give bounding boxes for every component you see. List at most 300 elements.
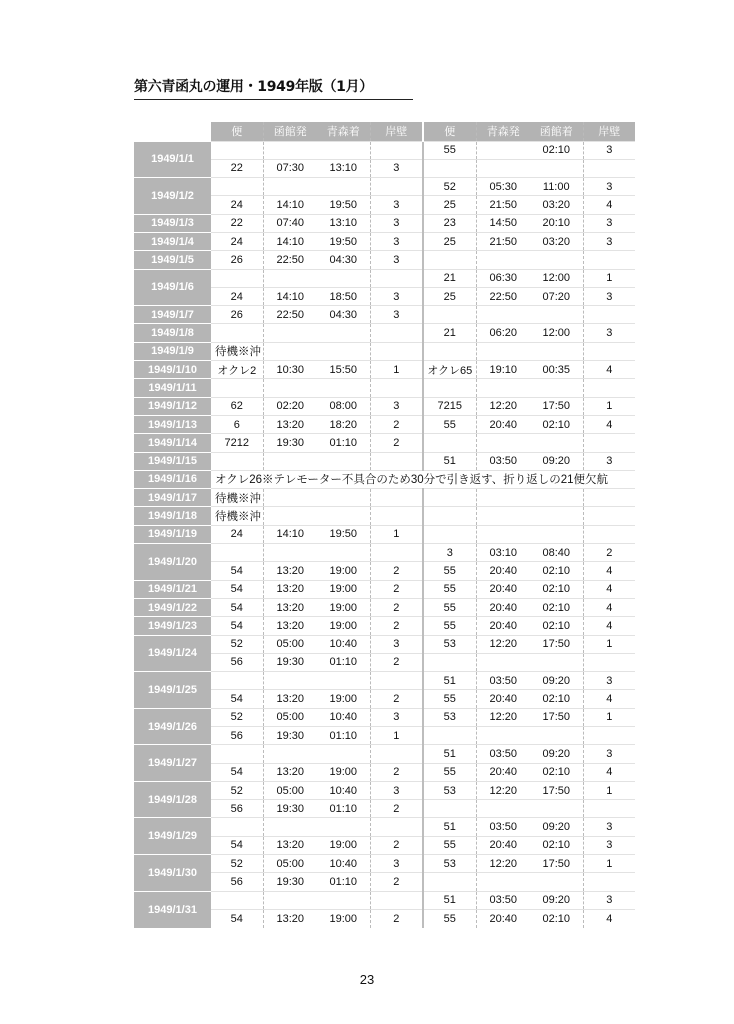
out-flight-cell: 54 (211, 909, 263, 927)
out-hakodate-dep-cell: 19:30 (263, 873, 317, 891)
out-flight-cell: 24 (211, 196, 263, 214)
out-berth-cell: 2 (370, 909, 423, 927)
table-row (134, 434, 635, 452)
in-hakodate-arr-cell (530, 489, 583, 507)
out-hakodate-dep-cell: 19:30 (263, 800, 317, 818)
in-aomori-dep-cell: 12:20 (476, 855, 530, 873)
in-berth-cell (583, 873, 635, 891)
in-aomori-dep-cell (476, 800, 530, 818)
out-berth-cell (370, 745, 423, 763)
out-flight-cell: 56 (211, 653, 263, 671)
in-aomori-dep-cell (476, 525, 530, 543)
out-aomori-arr-cell: 01:10 (317, 653, 370, 671)
out-hakodate-dep-cell: 13:20 (263, 598, 317, 616)
table-row (134, 617, 635, 635)
out-berth-cell: 1 (370, 361, 423, 379)
header-aomori-arr: 青森着 (317, 122, 370, 141)
in-hakodate-arr-cell: 02:10 (530, 415, 583, 433)
in-berth-cell: 4 (583, 909, 635, 927)
in-hakodate-arr-cell: 02:10 (530, 617, 583, 635)
in-hakodate-arr-cell: 12:00 (530, 269, 583, 287)
date-cell: 1949/1/3 (134, 214, 211, 232)
header-berth-in: 岸壁 (583, 122, 635, 141)
date-cell: 1949/1/27 (134, 745, 211, 782)
in-flight-cell (423, 379, 476, 397)
out-aomori-arr-cell (317, 672, 370, 690)
out-berth-cell: 2 (370, 763, 423, 781)
out-aomori-arr-cell: 10:40 (317, 635, 370, 653)
in-flight-cell: 51 (423, 745, 476, 763)
in-hakodate-arr-cell: 12:00 (530, 324, 583, 342)
in-berth-cell: 3 (583, 178, 635, 196)
out-aomori-arr-cell: 10:40 (317, 855, 370, 873)
in-aomori-dep-cell: 14:50 (476, 214, 530, 232)
out-hakodate-dep-cell: 13:20 (263, 562, 317, 580)
header-berth-out: 岸壁 (370, 122, 423, 141)
in-hakodate-arr-cell: 02:10 (530, 598, 583, 616)
in-berth-cell (583, 159, 635, 177)
in-berth-cell: 1 (583, 635, 635, 653)
in-aomori-dep-cell: 21:50 (476, 232, 530, 250)
out-berth-cell (370, 818, 423, 836)
out-hakodate-dep-cell: 10:30 (263, 361, 317, 379)
out-flight-cell: 52 (211, 855, 263, 873)
out-berth-cell: 1 (370, 727, 423, 745)
in-berth-cell: 3 (583, 141, 635, 159)
out-berth-cell: 1 (370, 525, 423, 543)
in-hakodate-arr-cell: 07:20 (530, 287, 583, 305)
out-berth-cell: 3 (370, 287, 423, 305)
in-aomori-dep-cell: 20:40 (476, 690, 530, 708)
out-berth-cell: 2 (370, 690, 423, 708)
date-cell: 1949/1/11 (134, 379, 211, 397)
out-flight-cell: 24 (211, 525, 263, 543)
in-berth-cell: 4 (583, 690, 635, 708)
out-berth-cell: 2 (370, 617, 423, 635)
out-flight-cell: 24 (211, 287, 263, 305)
in-aomori-dep-cell: 05:30 (476, 178, 530, 196)
in-aomori-dep-cell: 22:50 (476, 287, 530, 305)
in-berth-cell: 3 (583, 452, 635, 470)
out-berth-cell: 3 (370, 214, 423, 232)
in-aomori-dep-cell: 12:20 (476, 708, 530, 726)
out-hakodate-dep-cell (263, 544, 317, 562)
out-aomori-arr-cell: 01:10 (317, 434, 370, 452)
table-row (134, 269, 635, 287)
in-hakodate-arr-cell: 09:20 (530, 452, 583, 470)
out-berth-cell (370, 891, 423, 909)
out-hakodate-dep-cell (263, 818, 317, 836)
in-hakodate-arr-cell (530, 525, 583, 543)
in-berth-cell: 4 (583, 361, 635, 379)
out-berth-cell: 3 (370, 855, 423, 873)
out-aomori-arr-cell: 10:40 (317, 781, 370, 799)
out-flight-cell: 22 (211, 159, 263, 177)
in-aomori-dep-cell: 20:40 (476, 909, 530, 927)
in-flight-cell: 23 (423, 214, 476, 232)
out-flight-cell: 54 (211, 562, 263, 580)
in-hakodate-arr-cell: 17:50 (530, 397, 583, 415)
out-flight-cell: 54 (211, 690, 263, 708)
date-cell: 1949/1/23 (134, 617, 211, 635)
date-cell: 1949/1/25 (134, 672, 211, 709)
in-flight-cell (423, 306, 476, 324)
table-row (134, 745, 635, 763)
out-flight-cell: 54 (211, 836, 263, 854)
date-cell: 1949/1/16 (134, 470, 211, 488)
in-flight-cell (423, 251, 476, 269)
in-hakodate-arr-cell: 11:00 (530, 178, 583, 196)
in-aomori-dep-cell (476, 141, 530, 159)
out-flight-cell: 6 (211, 415, 263, 433)
in-berth-cell (583, 507, 635, 525)
out-berth-cell: 3 (370, 635, 423, 653)
out-berth-cell: 3 (370, 159, 423, 177)
out-hakodate-dep-cell: 22:50 (263, 306, 317, 324)
in-berth-cell (583, 727, 635, 745)
out-hakodate-dep-cell (263, 452, 317, 470)
table-row (134, 214, 635, 232)
out-aomori-arr-cell: 19:50 (317, 525, 370, 543)
out-hakodate-dep-cell: 14:10 (263, 196, 317, 214)
in-berth-cell: 4 (583, 196, 635, 214)
out-flight-cell: 待機※沖 (211, 342, 263, 360)
out-berth-cell: 3 (370, 251, 423, 269)
in-hakodate-arr-cell: 09:20 (530, 672, 583, 690)
out-flight-cell: 52 (211, 781, 263, 799)
out-hakodate-dep-cell: 13:20 (263, 836, 317, 854)
out-hakodate-dep-cell (263, 178, 317, 196)
out-hakodate-dep-cell: 13:20 (263, 690, 317, 708)
date-cell: 1949/1/26 (134, 708, 211, 745)
in-aomori-dep-cell: 21:50 (476, 196, 530, 214)
date-cell: 1949/1/20 (134, 544, 211, 581)
out-berth-cell (370, 379, 423, 397)
out-aomori-arr-cell: 18:20 (317, 415, 370, 433)
in-flight-cell: 21 (423, 324, 476, 342)
table-row (134, 598, 635, 616)
in-berth-cell: 4 (583, 580, 635, 598)
out-berth-cell: 3 (370, 708, 423, 726)
out-aomori-arr-cell (317, 891, 370, 909)
in-flight-cell (423, 159, 476, 177)
in-aomori-dep-cell (476, 489, 530, 507)
out-berth-cell: 3 (370, 196, 423, 214)
in-flight-cell (423, 800, 476, 818)
out-berth-cell (370, 324, 423, 342)
in-berth-cell: 1 (583, 708, 635, 726)
out-hakodate-dep-cell (263, 672, 317, 690)
date-cell: 1949/1/14 (134, 434, 211, 452)
out-flight-cell: 26 (211, 306, 263, 324)
out-flight-cell (211, 269, 263, 287)
out-aomori-arr-cell: 04:30 (317, 306, 370, 324)
in-hakodate-arr-cell (530, 873, 583, 891)
in-flight-cell (423, 434, 476, 452)
out-aomori-arr-cell: 19:00 (317, 763, 370, 781)
out-flight-cell: 22 (211, 214, 263, 232)
in-hakodate-arr-cell (530, 251, 583, 269)
in-aomori-dep-cell: 03:50 (476, 745, 530, 763)
out-flight-cell: 待機※沖 (211, 489, 263, 507)
out-flight-cell: 56 (211, 727, 263, 745)
date-cell: 1949/1/12 (134, 397, 211, 415)
table-row (134, 178, 635, 196)
out-aomori-arr-cell (317, 489, 370, 507)
out-flight-cell: 26 (211, 251, 263, 269)
date-cell: 1949/1/22 (134, 598, 211, 616)
in-hakodate-arr-cell (530, 800, 583, 818)
in-flight-cell (423, 727, 476, 745)
out-berth-cell: 2 (370, 415, 423, 433)
in-hakodate-arr-cell: 17:50 (530, 635, 583, 653)
in-berth-cell (583, 251, 635, 269)
date-cell: 1949/1/6 (134, 269, 211, 306)
date-cell: 1949/1/28 (134, 781, 211, 818)
out-flight-cell (211, 672, 263, 690)
in-hakodate-arr-cell: 02:10 (530, 562, 583, 580)
in-aomori-dep-cell: 12:20 (476, 635, 530, 653)
out-flight-cell: 52 (211, 708, 263, 726)
in-flight-cell (423, 525, 476, 543)
in-flight-cell (423, 507, 476, 525)
out-berth-cell (370, 269, 423, 287)
date-cell: 1949/1/17 (134, 489, 211, 507)
in-flight-cell: オクレ65 (423, 361, 476, 379)
out-aomori-arr-cell (317, 141, 370, 159)
out-berth-cell (370, 178, 423, 196)
in-hakodate-arr-cell (530, 342, 583, 360)
out-aomori-arr-cell (317, 452, 370, 470)
out-aomori-arr-cell (317, 379, 370, 397)
in-aomori-dep-cell (476, 507, 530, 525)
table-row (134, 580, 635, 598)
table-row (134, 251, 635, 269)
in-aomori-dep-cell: 12:20 (476, 781, 530, 799)
in-berth-cell: 3 (583, 672, 635, 690)
out-flight-cell: 54 (211, 580, 263, 598)
out-flight-cell (211, 745, 263, 763)
out-flight-cell (211, 178, 263, 196)
in-flight-cell: 53 (423, 708, 476, 726)
out-aomori-arr-cell: 19:50 (317, 232, 370, 250)
in-aomori-dep-cell: 20:40 (476, 598, 530, 616)
out-flight-cell (211, 379, 263, 397)
out-hakodate-dep-cell: 05:00 (263, 708, 317, 726)
in-hakodate-arr-cell (530, 159, 583, 177)
page-title: 第六青函丸の運用・1949年版（1月） (134, 76, 413, 100)
out-hakodate-dep-cell: 13:20 (263, 763, 317, 781)
out-berth-cell: 2 (370, 562, 423, 580)
out-berth-cell: 2 (370, 580, 423, 598)
header-aomori-dep: 青森発 (476, 122, 530, 141)
out-aomori-arr-cell: 19:00 (317, 580, 370, 598)
in-berth-cell: 4 (583, 562, 635, 580)
table-row (134, 452, 635, 470)
in-aomori-dep-cell: 12:20 (476, 397, 530, 415)
in-berth-cell: 4 (583, 598, 635, 616)
table-row (134, 891, 635, 909)
out-flight-cell: 24 (211, 232, 263, 250)
out-berth-cell (370, 342, 423, 360)
in-hakodate-arr-cell: 02:10 (530, 763, 583, 781)
out-aomori-arr-cell: 13:10 (317, 159, 370, 177)
in-berth-cell: 1 (583, 855, 635, 873)
in-berth-cell: 3 (583, 836, 635, 854)
in-flight-cell: 51 (423, 818, 476, 836)
out-hakodate-dep-cell: 13:20 (263, 415, 317, 433)
out-hakodate-dep-cell: 05:00 (263, 855, 317, 873)
in-flight-cell: 55 (423, 598, 476, 616)
in-hakodate-arr-cell: 02:10 (530, 141, 583, 159)
out-flight-cell: オクレ2 (211, 361, 263, 379)
in-aomori-dep-cell: 20:40 (476, 562, 530, 580)
in-flight-cell: 53 (423, 855, 476, 873)
table-row (134, 544, 635, 562)
in-hakodate-arr-cell: 02:10 (530, 690, 583, 708)
out-flight-cell: 56 (211, 800, 263, 818)
out-flight-cell (211, 544, 263, 562)
table-row (134, 672, 635, 690)
out-hakodate-dep-cell (263, 745, 317, 763)
out-aomori-arr-cell: 04:30 (317, 251, 370, 269)
in-berth-cell: 1 (583, 781, 635, 799)
note-cell: オクレ26※テレモーター不具合のため30分で引き返す、折り返しの21便欠航 (211, 470, 635, 488)
in-berth-cell (583, 800, 635, 818)
schedule-table (134, 122, 635, 928)
date-cell: 1949/1/31 (134, 891, 211, 928)
out-hakodate-dep-cell (263, 269, 317, 287)
in-aomori-dep-cell: 03:10 (476, 544, 530, 562)
in-berth-cell: 1 (583, 269, 635, 287)
out-berth-cell: 3 (370, 232, 423, 250)
in-aomori-dep-cell: 20:40 (476, 580, 530, 598)
date-cell: 1949/1/13 (134, 415, 211, 433)
table-row (134, 342, 635, 360)
out-flight-cell: 56 (211, 873, 263, 891)
in-hakodate-arr-cell: 02:10 (530, 909, 583, 927)
in-flight-cell: 53 (423, 635, 476, 653)
table-row (134, 232, 635, 250)
in-flight-cell: 21 (423, 269, 476, 287)
in-flight-cell: 55 (423, 141, 476, 159)
out-berth-cell (370, 452, 423, 470)
in-aomori-dep-cell: 20:40 (476, 617, 530, 635)
in-berth-cell: 4 (583, 415, 635, 433)
date-cell: 1949/1/8 (134, 324, 211, 342)
in-berth-cell (583, 525, 635, 543)
out-aomori-arr-cell (317, 324, 370, 342)
table-row (134, 525, 635, 543)
in-berth-cell (583, 306, 635, 324)
in-berth-cell: 3 (583, 232, 635, 250)
in-hakodate-arr-cell: 02:10 (530, 836, 583, 854)
out-hakodate-dep-cell: 13:20 (263, 617, 317, 635)
in-aomori-dep-cell (476, 159, 530, 177)
out-aomori-arr-cell (317, 507, 370, 525)
out-hakodate-dep-cell (263, 891, 317, 909)
out-berth-cell (370, 544, 423, 562)
in-hakodate-arr-cell: 17:50 (530, 855, 583, 873)
out-berth-cell: 2 (370, 836, 423, 854)
out-aomori-arr-cell: 19:00 (317, 617, 370, 635)
in-flight-cell: 52 (423, 178, 476, 196)
out-berth-cell: 2 (370, 800, 423, 818)
out-hakodate-dep-cell (263, 141, 317, 159)
date-cell: 1949/1/4 (134, 232, 211, 250)
in-berth-cell: 3 (583, 745, 635, 763)
in-aomori-dep-cell (476, 873, 530, 891)
in-hakodate-arr-cell: 20:10 (530, 214, 583, 232)
in-berth-cell: 1 (583, 397, 635, 415)
out-aomori-arr-cell (317, 745, 370, 763)
in-berth-cell: 2 (583, 544, 635, 562)
out-aomori-arr-cell (317, 178, 370, 196)
date-cell: 1949/1/18 (134, 507, 211, 525)
in-aomori-dep-cell (476, 251, 530, 269)
out-aomori-arr-cell: 10:40 (317, 708, 370, 726)
out-berth-cell (370, 489, 423, 507)
in-flight-cell: 3 (423, 544, 476, 562)
header-hakodate-arr: 函館着 (530, 122, 583, 141)
table-row (134, 470, 635, 488)
date-cell: 1949/1/24 (134, 635, 211, 672)
in-flight-cell (423, 873, 476, 891)
in-aomori-dep-cell (476, 379, 530, 397)
table-row (134, 781, 635, 799)
in-hakodate-arr-cell (530, 306, 583, 324)
date-cell: 1949/1/2 (134, 178, 211, 215)
out-berth-cell (370, 507, 423, 525)
in-aomori-dep-cell (476, 306, 530, 324)
out-hakodate-dep-cell: 05:00 (263, 635, 317, 653)
out-aomori-arr-cell: 01:10 (317, 873, 370, 891)
header-blank (134, 122, 211, 141)
out-flight-cell: 54 (211, 598, 263, 616)
out-hakodate-dep-cell: 13:20 (263, 580, 317, 598)
in-berth-cell: 3 (583, 818, 635, 836)
in-flight-cell: 25 (423, 232, 476, 250)
in-berth-cell (583, 489, 635, 507)
out-flight-cell (211, 891, 263, 909)
out-berth-cell: 2 (370, 434, 423, 452)
out-hakodate-dep-cell: 07:30 (263, 159, 317, 177)
in-hakodate-arr-cell (530, 434, 583, 452)
in-berth-cell: 3 (583, 324, 635, 342)
in-hakodate-arr-cell: 08:40 (530, 544, 583, 562)
out-aomori-arr-cell: 01:10 (317, 800, 370, 818)
table-row (134, 141, 635, 159)
header-flight-out: 便 (211, 122, 263, 141)
in-hakodate-arr-cell: 17:50 (530, 708, 583, 726)
in-flight-cell: 53 (423, 781, 476, 799)
out-hakodate-dep-cell: 02:20 (263, 397, 317, 415)
out-flight-cell: 52 (211, 635, 263, 653)
in-flight-cell: 7215 (423, 397, 476, 415)
out-hakodate-dep-cell (263, 379, 317, 397)
in-hakodate-arr-cell: 00:35 (530, 361, 583, 379)
in-hakodate-arr-cell: 09:20 (530, 745, 583, 763)
table-row (134, 635, 635, 653)
date-cell: 1949/1/5 (134, 251, 211, 269)
in-flight-cell: 55 (423, 909, 476, 927)
in-hakodate-arr-cell (530, 653, 583, 671)
in-aomori-dep-cell (476, 653, 530, 671)
out-berth-cell: 2 (370, 598, 423, 616)
in-flight-cell: 55 (423, 562, 476, 580)
table-row (134, 306, 635, 324)
out-aomori-arr-cell: 08:00 (317, 397, 370, 415)
